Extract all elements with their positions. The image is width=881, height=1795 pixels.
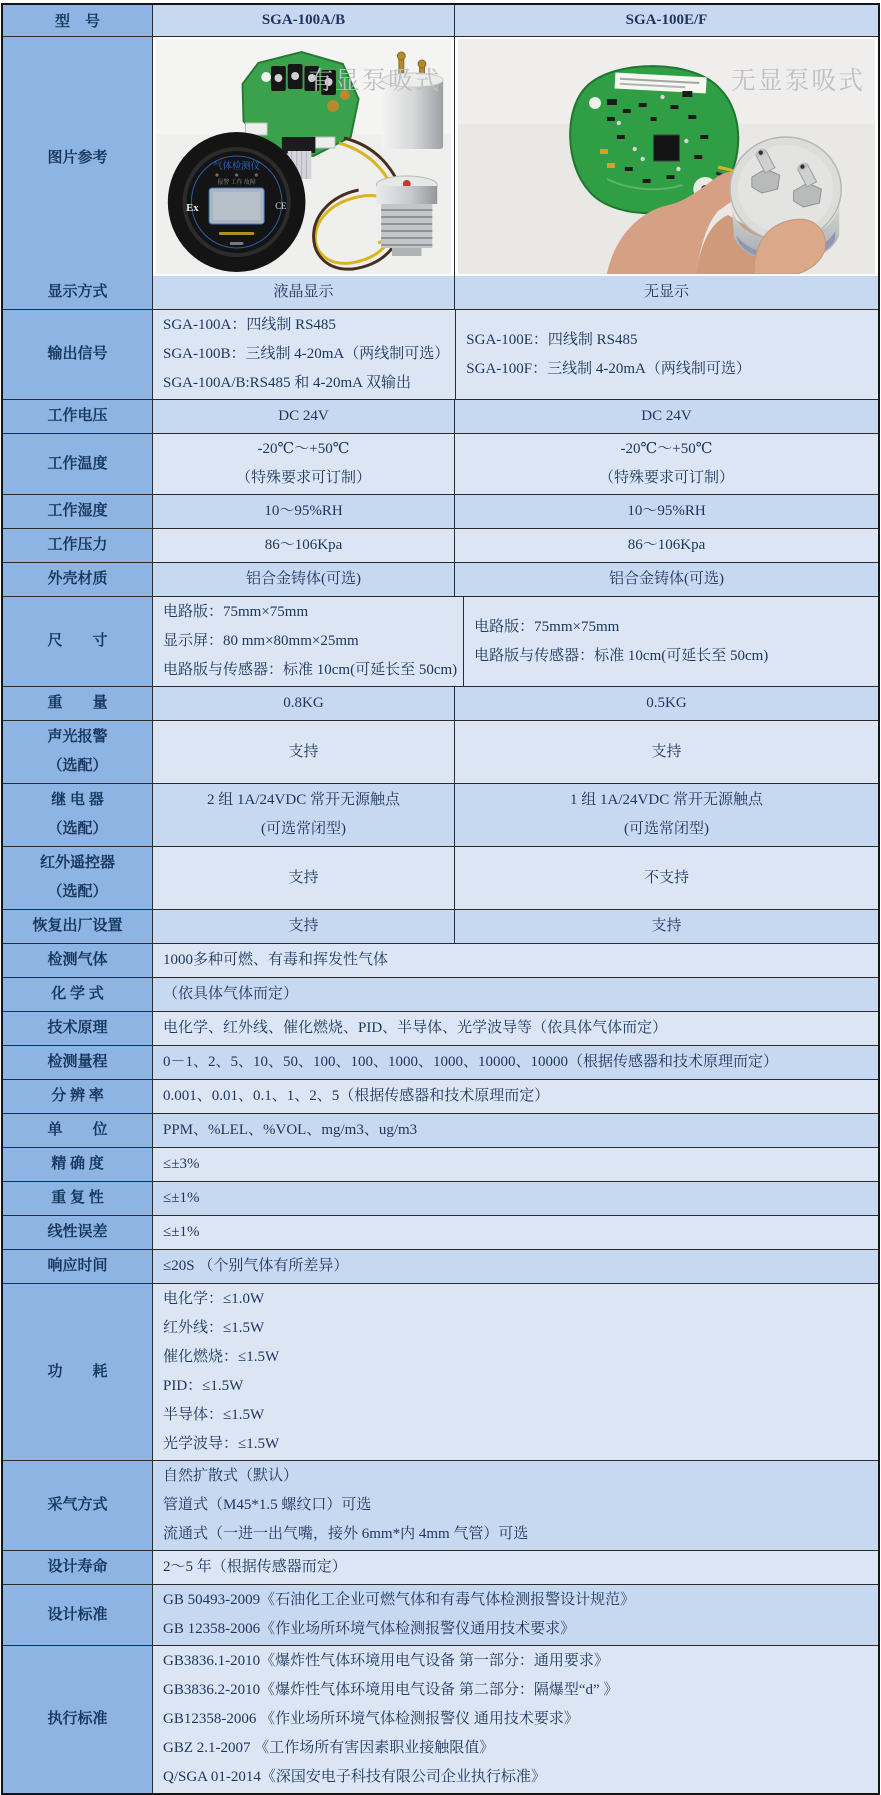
cell-line: 恢复出厂设置 (32, 918, 123, 934)
detector-head (168, 132, 306, 272)
spec-cell-right (455, 563, 878, 596)
row-label (3, 1148, 153, 1181)
cell-line: 铝合金铸体(可选) (246, 571, 361, 587)
cell-line: 电路版：75mm×75mm (474, 618, 620, 635)
model-b-header (455, 5, 878, 36)
spec-row (3, 1550, 878, 1584)
cell-line: 重 复 性 (51, 1190, 104, 1206)
spec-row (3, 1045, 878, 1079)
row-label (3, 721, 153, 783)
spec-cell-full (153, 1182, 878, 1215)
cell-line: 流通式（一进一出气嘴，接外 6mm*内 4mm 气管）可选 (163, 1526, 529, 1542)
cell-line: 精 确 度 (51, 1156, 104, 1172)
cell-line: -20℃～+50℃ (257, 441, 350, 457)
cell-line: 0.8KG (283, 695, 324, 711)
cell-line: （依具体气体而定） (163, 986, 299, 1002)
cell-line: SGA-100B：三线制 4-20mA（两线制可选） (163, 346, 450, 362)
spec-cell-right (455, 910, 878, 943)
cell-line: （选配） (47, 884, 108, 900)
spec-row (3, 494, 878, 528)
finned-sensor (376, 176, 437, 256)
photo-right-watermark: 无显泵吸式 (731, 67, 866, 96)
cell-line: ≤±3% (163, 1156, 200, 1172)
cell-line: 功 耗 (47, 1363, 108, 1380)
row-label (3, 1216, 153, 1249)
spec-table (1, 3, 880, 1795)
spec-row (3, 1283, 878, 1460)
cell-line: PPM、%LEL、%VOL、mg/m3、ug/m3 (163, 1122, 418, 1138)
spec-row (3, 1645, 878, 1793)
row-label (3, 847, 153, 909)
row-label (3, 1284, 153, 1460)
cell-line: 工作温度 (47, 455, 108, 472)
row-label (3, 1250, 153, 1283)
spec-cell-right (455, 784, 878, 846)
row-label (3, 529, 153, 562)
spec-row (3, 528, 878, 562)
row-label (3, 1646, 153, 1793)
row-label (3, 310, 153, 399)
cell-line: 2～5 年（根据传感器而定） (163, 1559, 347, 1575)
cell-line: (可选常闭型) (624, 821, 709, 837)
cell-line: 外壳材质 (47, 571, 108, 587)
row-label (3, 1012, 153, 1045)
cell-line: ≤±1% (163, 1224, 200, 1240)
cell-line: 采气方式 (47, 1497, 108, 1513)
spec-cell-left (153, 563, 455, 596)
spec-cell-left (153, 721, 455, 783)
cell-line: 电化学、红外线、催化燃烧、PID、半导体、光学波导等（依具体气体而定） (163, 1020, 668, 1036)
row-label (3, 1080, 153, 1113)
row-label (3, 1585, 153, 1645)
spec-cell-left (153, 910, 455, 943)
cell-line: 工作压力 (47, 537, 108, 553)
cell-line: 工作湿度 (47, 503, 108, 519)
cell-line: 分 辨 率 (51, 1088, 104, 1104)
row-label (3, 597, 153, 686)
spec-row (3, 846, 878, 909)
cell-line: PID：≤1.5W (163, 1378, 244, 1394)
cell-line: (可选常闭型) (261, 821, 346, 837)
cell-line: 显示屏：80 mm×80mm×25mm (163, 633, 359, 649)
product-photo-sga100ef (455, 37, 878, 276)
row-label (3, 434, 153, 494)
cell-line: 86～106Kpa (264, 537, 343, 553)
spec-cell-right (455, 495, 878, 528)
cell-line: 尺 寸 (47, 633, 108, 649)
cell-line: SGA-100A/B:RS485 和 4-20mA 双输出 (163, 375, 411, 391)
row-label (3, 400, 153, 433)
cell-line: 0.5KG (646, 695, 687, 711)
spec-row (3, 1181, 878, 1215)
cell-line: GB12358-2006 《作业场所环境气体检测报警仪 通用技术要求》 (163, 1711, 579, 1727)
spec-rows-container (3, 276, 878, 1793)
spec-row (3, 720, 878, 783)
row-label (3, 495, 153, 528)
spec-cell-full (153, 1046, 878, 1079)
cell-line: 电路版：75mm×75mm (163, 604, 309, 620)
spec-cell-left (153, 597, 464, 686)
row-label (3, 1182, 153, 1215)
cell-line: DC 24V (641, 408, 692, 424)
cell-line: 工作电压 (47, 408, 108, 424)
cell-line: 响应时间 (47, 1258, 108, 1274)
cell-line: 半导体：≤1.5W (163, 1407, 265, 1423)
ce-mark-text: CE (275, 200, 287, 212)
spec-cell-right (455, 847, 878, 909)
cell-line: GB 12358-2006《作业场所环境气体检测报警仪通用技术要求》 (163, 1621, 576, 1637)
row-label (3, 978, 153, 1011)
spec-cell-left (153, 310, 456, 399)
model-label: 型 号 (3, 5, 153, 36)
row-label (3, 1046, 153, 1079)
spec-cell-right (455, 529, 878, 562)
spec-row (3, 1011, 878, 1045)
spec-cell-left (153, 276, 455, 309)
cell-line: 支持 (288, 743, 319, 760)
cell-line: 红外遥控器 (39, 855, 115, 871)
device-title-text: 气体检测仪 (213, 161, 260, 173)
cell-line: ≤20S （个别气体有所差异） (163, 1258, 349, 1274)
spec-row (3, 1113, 878, 1147)
spec-cell-left (153, 400, 455, 433)
spec-cell-right (455, 687, 878, 720)
cell-line: SGA-100E：四线制 RS485 (466, 331, 638, 348)
cell-line: 0－1、2、5、10、50、100、100、1000、1000、10000、10000（根据传感器和技术原理而定） (163, 1054, 779, 1070)
spec-cell-full (153, 1114, 878, 1147)
row-label (3, 563, 153, 596)
spec-row (3, 1460, 878, 1550)
spec-row (3, 783, 878, 846)
row-label (3, 910, 153, 943)
spec-cell-full (153, 1585, 878, 1645)
spec-cell-right (464, 597, 878, 686)
cell-line: 重 量 (47, 695, 108, 711)
photo-left-watermark: 有显泵吸式 (308, 67, 442, 96)
cell-line: 10～95%RH (627, 503, 706, 519)
spec-row (3, 977, 878, 1011)
model-a-header (153, 5, 455, 36)
spec-row (3, 943, 878, 977)
spec-row (3, 399, 878, 433)
cell-line: 10～95%RH (264, 503, 343, 519)
cell-line: ≤±1% (163, 1190, 200, 1206)
cell-line: 检测气体 (47, 952, 108, 968)
cell-line: 不支持 (643, 869, 689, 886)
spec-cell-full (153, 1080, 878, 1113)
cell-line: 单 位 (47, 1122, 108, 1138)
cell-line: GBZ 2.1-2007 《工作场所有害因素职业接触限值》 (163, 1740, 495, 1756)
spec-cell-right (456, 310, 878, 399)
spec-cell-full (153, 1551, 878, 1584)
row-label (3, 687, 153, 720)
cell-line: （特殊要求可订制） (598, 470, 734, 486)
cell-line: GB 50493-2009《石油化工企业可燃气体和有毒气体检测报警设计规范》 (163, 1592, 636, 1608)
cell-line: DC 24V (278, 408, 329, 424)
cell-line: 2 组 1A/24VDC 常开无源触点 (207, 792, 400, 808)
row-label (3, 944, 153, 977)
spec-row (3, 1079, 878, 1113)
cell-line: 1000多种可燃、有毒和挥发性气体 (163, 952, 389, 968)
cell-line: 支持 (651, 743, 682, 760)
spec-cell-right (455, 400, 878, 433)
cell-line: 技术原理 (47, 1020, 108, 1036)
mcu-chip (654, 135, 680, 161)
cell-line: 设计标准 (47, 1606, 108, 1623)
spec-cell-right (455, 276, 878, 309)
cell-line: 86～106Kpa (627, 537, 706, 553)
spec-cell-left (153, 495, 455, 528)
cell-line: 显示方式 (47, 284, 108, 300)
cell-line: 输出信号 (47, 346, 108, 362)
cell-line: GB3836.1-2010《爆炸性气体环境用电气设备 第一部分：通用要求》 (163, 1653, 609, 1669)
cell-line: 1 组 1A/24VDC 常开无源触点 (570, 792, 763, 808)
cell-line: 继 电 器 (51, 792, 104, 808)
spec-row (3, 1584, 878, 1645)
cell-line: 电路版与传感器：标准 10cm(可延长至 50cm) (163, 662, 458, 678)
cell-line: SGA-100A：四线制 RS485 (163, 317, 336, 333)
photo-right-illustration (458, 39, 875, 274)
model-b-text: SGA-100E/F (625, 12, 708, 28)
ribbon-connector (282, 137, 315, 153)
cell-line: （选配） (47, 821, 108, 837)
product-photo-sga100ab (153, 37, 455, 276)
brand-text-mark (219, 232, 254, 235)
row-label (3, 276, 153, 309)
spec-row (3, 562, 878, 596)
ex-mark-text: Ex (186, 201, 199, 215)
spec-cell-left (153, 434, 455, 494)
cell-line: （选配） (47, 758, 108, 774)
spec-cell-full (153, 1148, 878, 1181)
cell-line: 铝合金铸体(可选) (609, 571, 724, 587)
cell-line: 催化燃烧：≤1.5W (163, 1349, 280, 1365)
cell-line: 管道式（M45*1.5 螺纹口）可选 (163, 1497, 372, 1513)
spec-row (3, 1215, 878, 1249)
photo-left-illustration (156, 39, 451, 274)
row-label (3, 784, 153, 846)
spec-cell-left (153, 529, 455, 562)
spec-cell-right (455, 434, 878, 494)
cell-line: -20℃～+50℃ (620, 441, 713, 457)
cell-line: 自然扩散式（默认） (163, 1468, 299, 1484)
led-labels-text: 报警 工作 故障 (217, 179, 256, 187)
cell-line: 检测量程 (47, 1054, 108, 1070)
spec-cell-full (153, 1012, 878, 1045)
row-label (3, 1551, 153, 1584)
spec-cell-full (153, 944, 878, 977)
cell-line: 0.001、0.01、0.1、1、2、5（根据传感器和技术原理而定） (163, 1088, 550, 1104)
model-a-text: SGA-100A/B (261, 12, 346, 28)
cell-line: 执行标准 (47, 1711, 108, 1727)
cell-line: 电路版与传感器：标准 10cm(可延长至 50cm) (474, 647, 769, 664)
cell-line: 设计寿命 (47, 1559, 108, 1575)
spec-cell-full (153, 1646, 878, 1793)
cell-line: 电化学：≤1.0W (163, 1291, 265, 1307)
cell-line: GB3836.2-2010《爆炸性气体环境用电气设备 第二部分：隔爆型“d” 》 (163, 1682, 619, 1698)
photo-row (3, 36, 878, 276)
cell-line: 支持 (651, 918, 682, 934)
spec-cell-full (153, 1284, 878, 1460)
cell-line: 化 学 式 (51, 986, 104, 1002)
cell-line: 无显示 (643, 284, 689, 300)
cell-line: Q/SGA 01-2014《深国安电子科技有限公司企业执行标准》 (163, 1769, 546, 1785)
spec-row (3, 686, 878, 720)
cell-line: 线性误差 (47, 1224, 108, 1240)
cell-line: 液晶显示 (273, 284, 334, 300)
cell-line: 红外线：≤1.5W (163, 1320, 265, 1336)
spec-row (3, 433, 878, 494)
spec-cell-full (153, 1461, 878, 1550)
row-label (3, 1461, 153, 1550)
spec-row (3, 309, 878, 399)
cell-line: 声光报警 (47, 729, 108, 745)
header-row (3, 5, 878, 36)
photo-row-label: 图片参考 (3, 37, 153, 276)
cell-line: SGA-100F：三线制 4-20mA（两线制可选） (466, 360, 751, 377)
spec-row (3, 276, 878, 309)
spec-cell-full (153, 1250, 878, 1283)
spec-cell-left (153, 847, 455, 909)
cell-line: 光学波导：≤1.5W (163, 1436, 280, 1452)
spec-row (3, 909, 878, 943)
spec-cell-left (153, 784, 455, 846)
spec-cell-right (455, 721, 878, 783)
row-label (3, 1114, 153, 1147)
spec-row (3, 1249, 878, 1283)
cell-line: （特殊要求可订制） (235, 470, 371, 486)
spec-cell-full (153, 978, 878, 1011)
spec-cell-left (153, 687, 455, 720)
spec-cell-full (153, 1216, 878, 1249)
spec-row (3, 1147, 878, 1181)
spec-row (3, 596, 878, 686)
cell-line: 支持 (288, 869, 319, 886)
cell-line: 支持 (288, 918, 319, 934)
